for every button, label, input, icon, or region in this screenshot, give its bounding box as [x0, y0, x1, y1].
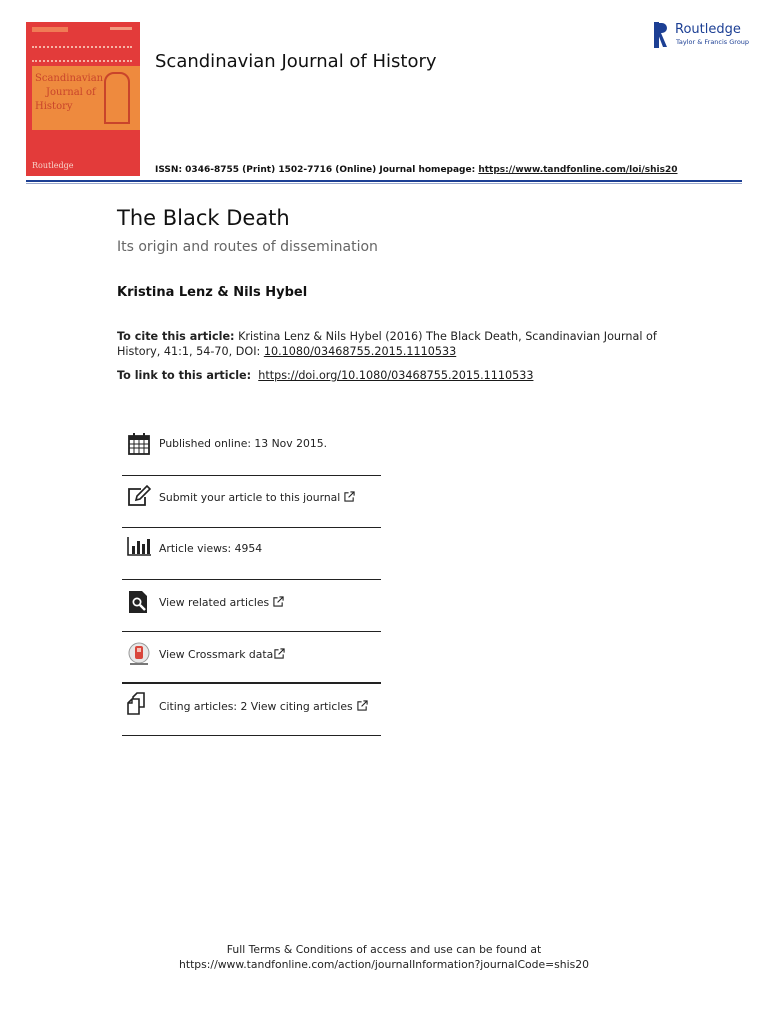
- journal-title: Scandinavian Journal of History: [155, 51, 437, 72]
- bar-chart-icon: [127, 534, 151, 558]
- info-item-published: [122, 420, 381, 476]
- citation-block: [117, 329, 657, 359]
- citation-text: Kristina Lenz & Nils Hybel (2016) The Black Death, Scandinavian Journal of History, 41:1, 54-70, DOI:: [117, 330, 657, 358]
- article-info-list: [122, 420, 381, 736]
- cover-title-line: Journal of: [46, 87, 96, 98]
- article-link-line: [117, 369, 533, 382]
- routledge-logo-icon: [654, 22, 668, 48]
- cover-publisher: Routledge: [32, 161, 74, 170]
- published-date: Published online: 13 Nov 2015.: [159, 437, 328, 450]
- article-authors: Kristina Lenz & Nils Hybel: [117, 285, 308, 300]
- citation-label: To cite this article:: [117, 330, 235, 343]
- citation-doi-link[interactable]: 10.1080/03468755.2015.1110533: [263, 345, 457, 358]
- terms-text: Full Terms & Conditions of access and use can be found at: [226, 943, 542, 956]
- article-views-count: Article views: 4954: [159, 542, 263, 555]
- article-doi-url-link[interactable]: https://doi.org/10.1080/03468755.2015.1110533: [258, 369, 534, 382]
- info-item-submit[interactable]: [122, 476, 381, 528]
- terms-url[interactable]: https://www.tandfonline.com/action/journalInformation?journalCode=shis20: [179, 958, 589, 971]
- divider: [122, 735, 381, 736]
- journal-homepage-link[interactable]: https://www.tandfonline.com/loi/shis20: [478, 165, 678, 175]
- publisher-subtitle: Taylor & Francis Group: [676, 38, 750, 46]
- header-divider-thin: [26, 183, 742, 184]
- citing-articles-label: Citing articles: 2 View citing articles: [159, 700, 353, 713]
- related-articles-label: View related articles: [159, 596, 270, 609]
- external-link-icon: [357, 700, 368, 711]
- search-document-icon: [127, 590, 151, 614]
- publisher-logo[interactable]: [654, 22, 750, 50]
- info-item-citing[interactable]: [122, 684, 381, 736]
- edit-icon: [127, 485, 151, 509]
- article-subtitle: Its origin and routes of dissemination: [117, 239, 378, 255]
- external-link-icon: [274, 648, 285, 659]
- external-link-icon: [273, 596, 284, 607]
- header-divider: [26, 180, 742, 182]
- crossmark-link[interactable]: [159, 648, 285, 661]
- submit-article-link[interactable]: [159, 491, 355, 504]
- publisher-name: Routledge: [675, 22, 741, 37]
- info-item-crossmark[interactable]: [122, 632, 381, 684]
- issn-line: [155, 165, 678, 175]
- citing-articles-link[interactable]: [159, 700, 368, 713]
- crossmark-icon: [127, 642, 151, 666]
- calendar-icon: [127, 432, 151, 456]
- journal-cover-image: [26, 22, 140, 176]
- related-articles-link[interactable]: [159, 596, 284, 609]
- submit-article-label: Submit your article to this journal: [159, 491, 341, 504]
- article-title: The Black Death: [117, 206, 290, 230]
- info-item-views: [122, 528, 381, 580]
- terms-footer: [0, 942, 768, 972]
- issn-text: ISSN: 0346-8755 (Print) 1502-7716 (Online) Journal homepage:: [155, 165, 476, 175]
- external-link-icon: [344, 491, 355, 502]
- link-label: To link to this article:: [117, 369, 252, 382]
- crossmark-label: View Crossmark data: [159, 648, 274, 661]
- citing-documents-icon: [127, 692, 151, 716]
- info-item-related[interactable]: [122, 580, 381, 632]
- cover-title-line: Scandinavian: [35, 73, 104, 84]
- cover-title-line: History: [35, 101, 73, 112]
